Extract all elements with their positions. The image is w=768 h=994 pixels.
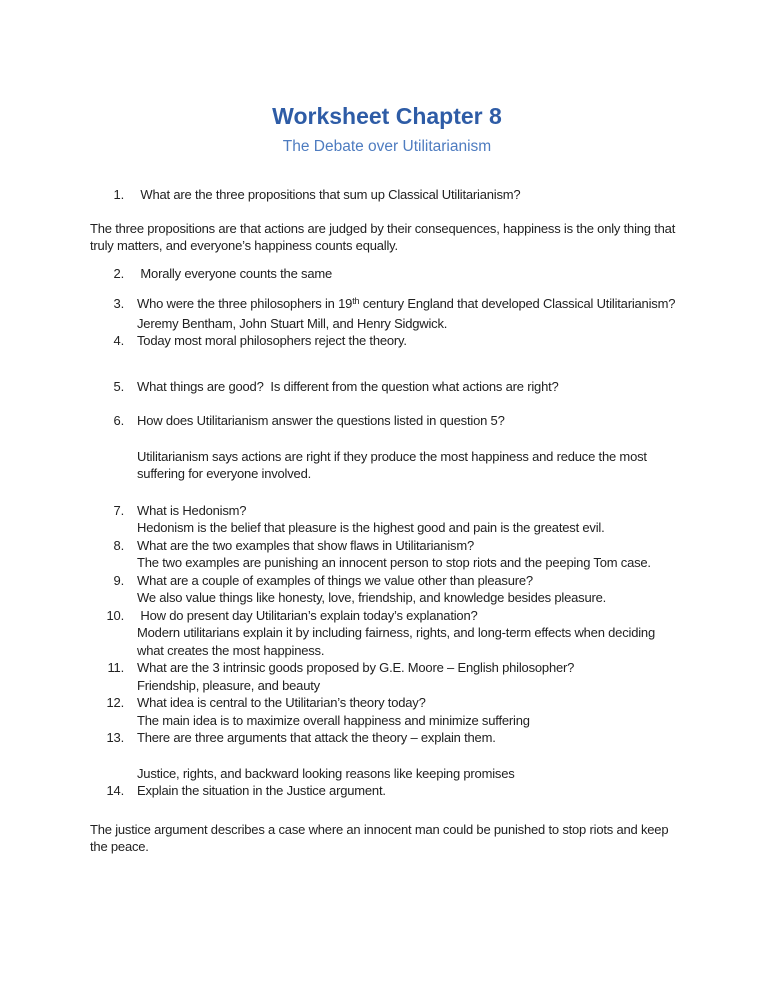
list-number: 9. <box>113 572 124 588</box>
question-item-13 <box>90 729 684 782</box>
question-item-5 <box>90 378 684 396</box>
answer-text: Modern utilitarians explain it by including fairness, rights, and long-term effects when deciding what creates the most happiness. <box>137 625 659 658</box>
question-text-part: century England that developed Classical Utilitarianism? <box>359 296 676 311</box>
answer-text: Justice, rights, and backward looking reasons like keeping promises <box>137 765 515 781</box>
question-text: What are the 3 intrinsic goods proposed by G.E. Moore – English philosopher? <box>137 660 575 675</box>
question-item-10 <box>90 607 684 660</box>
question-item-12 <box>90 694 684 729</box>
list-number: 6. <box>113 413 124 428</box>
list-number: 10. <box>106 607 124 623</box>
list-number: 7. <box>113 502 124 518</box>
list-number: 3. <box>113 296 124 311</box>
doc-subtitle: The Debate over Utilitarianism <box>282 138 492 155</box>
question-item-7 <box>90 502 684 537</box>
question-text: Morally everyone counts the same <box>137 265 333 281</box>
list-number: 1. <box>113 187 124 202</box>
answer-text: The two examples are punishing an innocent person to stop riots and the peeping Tom case. <box>137 555 651 570</box>
answer-text: Jeremy Bentham, John Stuart Mill, and Henry Sidgwick. <box>137 315 448 331</box>
question-item-14 <box>90 782 684 800</box>
answer-paragraph-q1: The three propositions are that actions are judged by their consequences, happiness is the only thing that truly matters, and everyone’s happiness counts equally. <box>90 220 679 253</box>
question-text: How does Utilitarianism answer the questions listed in question 5? <box>137 413 505 428</box>
answer-text: We also value things like honesty, love, friendship, and knowledge besides pleasure. <box>137 590 607 605</box>
question-item-2 <box>90 265 684 283</box>
question-item-11 <box>90 659 684 694</box>
doc-title: Worksheet Chapter 8 <box>272 103 502 129</box>
question-text: What are the three propositions that sum up Classical Utilitarianism? <box>137 187 521 202</box>
list-number: 5. <box>113 378 124 394</box>
question-item-4 <box>90 332 684 350</box>
question-item-8 <box>90 537 684 572</box>
list-number: 11. <box>107 660 124 675</box>
question-item-9 <box>90 572 684 607</box>
list-number: 8. <box>113 537 124 553</box>
answer-text: Friendship, pleasure, and beauty <box>137 677 320 693</box>
question-text: Today most moral philosophers reject the theory. <box>137 333 407 348</box>
question-text: What things are good? Is different from the question what actions are right? <box>137 378 559 394</box>
answer-text: The main idea is to maximize overall happiness and minimize suffering <box>137 712 530 728</box>
question-text: What idea is central to the Utilitarian’s theory today? <box>137 695 426 710</box>
question-item-6 <box>90 412 684 483</box>
question-text: How do present day Utilitarian’s explain today’s explanation? <box>137 607 478 623</box>
question-text: What are a couple of examples of things we value other than pleasure? <box>137 572 533 588</box>
list-number: 12. <box>106 695 124 710</box>
list-number: 2. <box>113 265 124 281</box>
answer-paragraph-q14: The justice argument describes a case where an innocent man could be punished to stop riots and keep the peace. <box>90 821 672 854</box>
question-text <box>137 295 684 315</box>
ordinal-superscript: th <box>352 296 360 306</box>
question-text: What are the two examples that show flaws in Utilitarianism? <box>137 537 474 553</box>
answer-text: Hedonism is the belief that pleasure is the highest good and pain is the greatest evil. <box>137 520 605 535</box>
question-item-1 <box>90 186 684 204</box>
question-text: There are three arguments that attack the theory – explain them. <box>137 730 496 745</box>
list-number: 13. <box>106 730 124 745</box>
question-item-3 <box>90 295 684 332</box>
question-text-part: Who were the three philosophers in 19 <box>137 296 353 311</box>
question-text: Explain the situation in the Justice argument. <box>137 783 386 798</box>
list-number: 4. <box>113 333 124 348</box>
list-number: 14. <box>106 783 124 798</box>
question-text: What is Hedonism? <box>137 502 247 518</box>
answer-text: Utilitarianism says actions are right if they produce the most happiness and reduce the most suffering for everyone involved. <box>137 448 651 481</box>
